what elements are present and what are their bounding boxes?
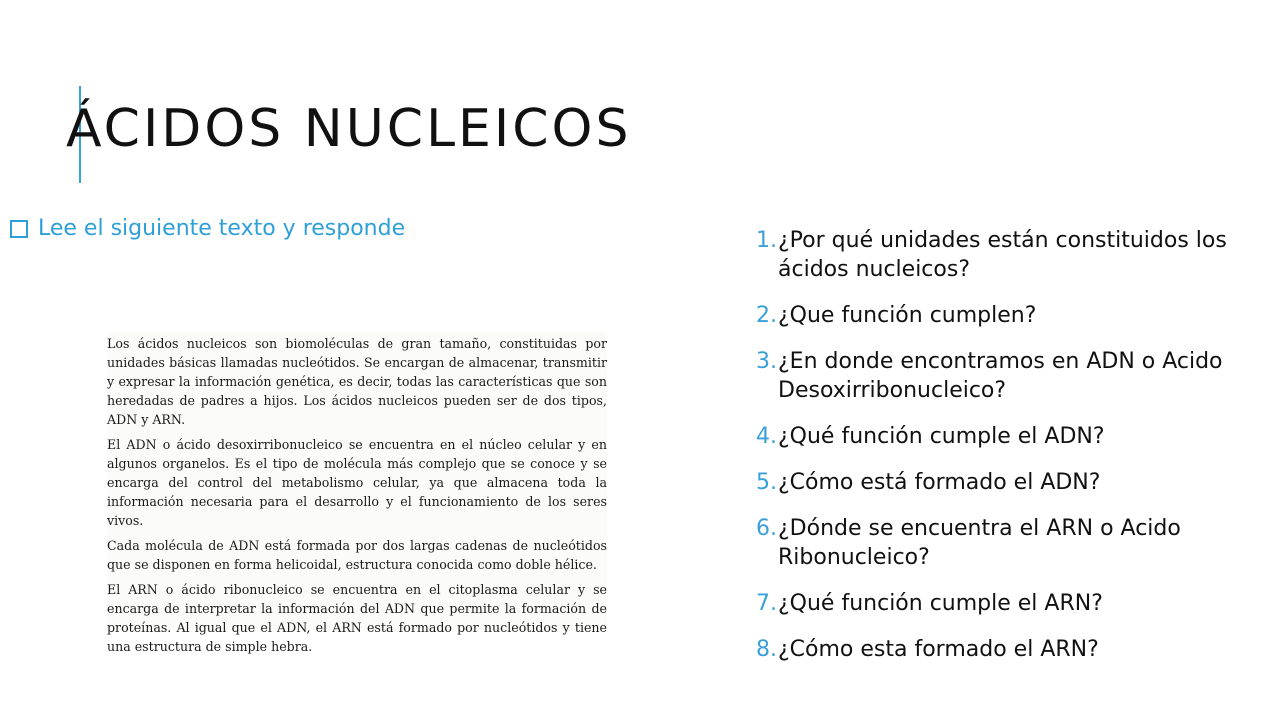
question-text: ¿Cómo está formado el ADN?: [778, 470, 1101, 495]
reading-paragraph: Los ácidos nucleicos son biomoléculas de gran tamaño, constituidas por unidades básicas llamadas nucleótidos. Se encargan de almacenar, transmitir y expresar la información genética, es decir, todas las características que son heredadas de padres a hijos. Los ácidos nucleicos pueden ser de dos tipos, ADN y ARN.: [107, 336, 607, 427]
reading-paragraph: El ADN o ácido desoxirribonucleico se encuentra en el núcleo celular y en algunos organelos. Es el tipo de molécula más complejo que se conoce y se encarga del control del metabolismo celular, ya que almacena toda la información necesaria para el desarrollo y el funcionamiento de los seres vivos.: [107, 437, 607, 528]
question-item: 2. ¿Que función cumplen?: [756, 303, 1037, 328]
instruction-text: Lee el siguiente texto y responde: [38, 216, 406, 241]
question-number: 8: [756, 637, 770, 662]
question-number: 3: [756, 349, 770, 374]
question-item: 5. ¿Cómo está formado el ADN?: [756, 470, 1101, 495]
question-list: [756, 226, 1276, 681]
question-number: 5: [756, 470, 770, 495]
question-text: ¿Qué función cumple el ARN?: [778, 591, 1103, 616]
question-item: 1. ¿Por qué unidades están constituidos los ácidos nucleicos?: [756, 228, 1227, 282]
question-text: ¿Qué función cumple el ADN?: [778, 424, 1105, 449]
question-text: ¿Por qué unidades están constituidos los ácidos nucleicos?: [778, 228, 1227, 282]
question-text: ¿En donde encontramos en ADN o Acido Desoxirribonucleico?: [778, 349, 1223, 403]
question-number: 7: [756, 591, 770, 616]
reading-text-image: [107, 332, 607, 654]
question-number: 4: [756, 424, 770, 449]
checkbox-bullet-icon: [10, 220, 28, 238]
reading-paragraph: El ARN o ácido ribonucleico se encuentra en el citoplasma celular y se encarga de interpretar la información del ADN que permite la formación de proteínas. Al igual que el ADN, el ARN está formado por nucleótidos y tiene una estructura de simple hebra.: [107, 582, 607, 654]
question-item: 3. ¿En donde encontramos en ADN o Acido Desoxirribonucleico?: [756, 349, 1223, 403]
question-item: 4. ¿Qué función cumple el ADN?: [756, 424, 1105, 449]
question-item: 8. ¿Cómo esta formado el ARN?: [756, 637, 1099, 662]
question-text: ¿Dónde se encuentra el ARN o Acido Ribonucleico?: [778, 516, 1181, 570]
question-item: 6. ¿Dónde se encuentra el ARN o Acido Ribonucleico?: [756, 516, 1181, 570]
reading-paragraph: Cada molécula de ADN está formada por dos largas cadenas de nucleótidos que se disponen en forma helicoidal, estructura conocida como doble hélice.: [107, 538, 607, 572]
question-item: 7. ¿Qué función cumple el ARN?: [756, 591, 1103, 616]
page-title: ÁCIDOS NUCLEICOS: [66, 99, 632, 159]
question-text: ¿Que función cumplen?: [778, 303, 1037, 328]
question-text: ¿Cómo esta formado el ARN?: [778, 637, 1099, 662]
question-number: 1: [756, 228, 770, 253]
instruction: [8, 216, 405, 241]
question-number: 2: [756, 303, 770, 328]
question-number: 6: [756, 516, 770, 541]
